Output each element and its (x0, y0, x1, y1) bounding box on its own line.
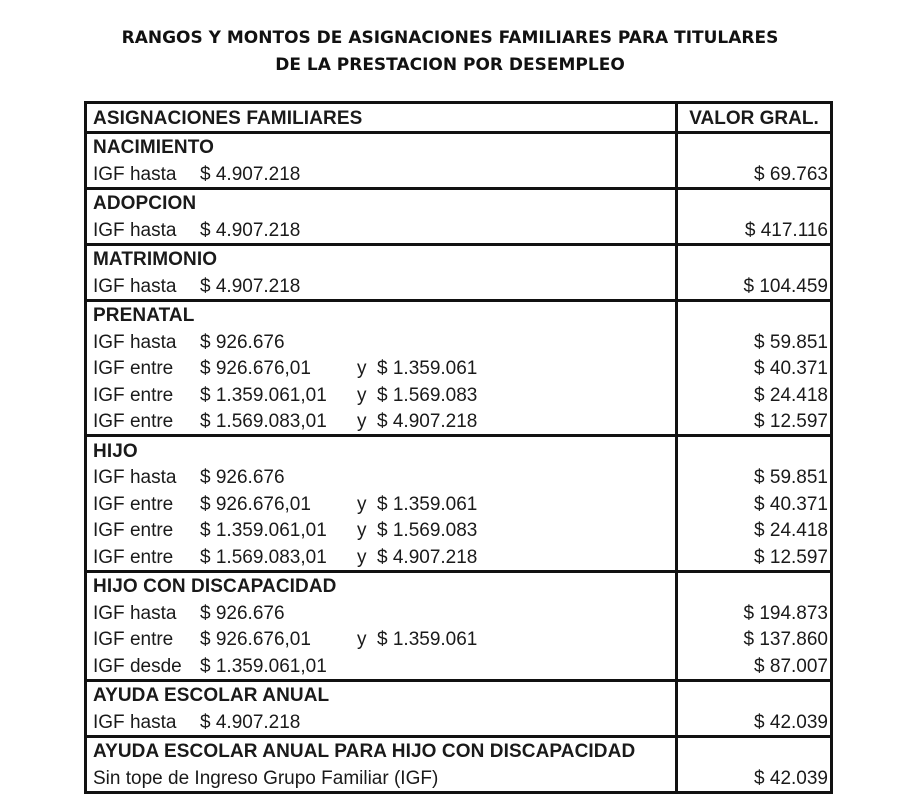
range-cell (87, 517, 678, 544)
range-amount-from: $ 4.907.218 (200, 275, 301, 297)
range-label: IGF entre (93, 358, 174, 379)
range-cell (87, 272, 678, 299)
range-amount-to: $ 1.359.061 (377, 629, 478, 650)
range-amount-from: $ 1.359.061,01 (200, 384, 327, 406)
range-cell (87, 408, 678, 435)
range-conjunction: y (357, 384, 367, 406)
section-name-cell (87, 437, 678, 464)
table-row (87, 543, 830, 570)
table-row (87, 160, 830, 187)
range-label: IGF hasta (93, 163, 177, 185)
section-value-cell (678, 573, 830, 600)
value-cell (678, 216, 830, 243)
table-row (87, 381, 830, 408)
allowance-value: $ 59.851 (754, 467, 828, 488)
section-value-cell (678, 246, 830, 273)
allowance-value: $ 59.851 (754, 331, 828, 353)
header-asignaciones: ASIGNACIONES FAMILIARES (93, 107, 363, 129)
table-row (87, 708, 830, 735)
range-amount-from: $ 1.359.061,01 (200, 655, 327, 677)
section-row (87, 679, 830, 709)
allowance-value: $ 24.418 (754, 520, 828, 541)
allowance-value: $ 194.873 (743, 602, 828, 624)
value-cell (678, 517, 830, 544)
range-cell (87, 543, 678, 570)
section-title: HIJO CON DISCAPACIDAD (93, 576, 337, 597)
page-title-line-2: DE LA PRESTACION POR DESEMPLEO (275, 55, 625, 75)
table-row (87, 764, 830, 791)
range-cell (87, 764, 678, 791)
section-value-cell (678, 134, 830, 161)
range-cell (87, 381, 678, 408)
range-label: IGF hasta (93, 467, 177, 488)
range-amount-to: $ 1.569.083 (377, 520, 478, 541)
table-header-row (87, 104, 830, 131)
allowance-value: $ 104.459 (743, 275, 828, 297)
allowances-table (84, 101, 833, 794)
section-title: MATRIMONIO (93, 249, 218, 270)
range-amount-from: $ 926.676,01 (200, 493, 311, 515)
header-valor: VALOR GRAL. (689, 107, 819, 129)
table-row (87, 626, 830, 653)
range-conjunction: y (357, 411, 367, 432)
page-title-line-1: RANGOS Y MONTOS DE ASIGNACIONES FAMILIARES PARA TITULARES (121, 28, 779, 48)
range-cell (87, 216, 678, 243)
section-name-cell (87, 573, 678, 600)
section-row (87, 131, 830, 161)
value-cell (678, 764, 830, 791)
table-row (87, 464, 830, 491)
section-value-cell (678, 682, 830, 709)
table-row (87, 216, 830, 243)
value-cell (678, 599, 830, 626)
value-cell (678, 464, 830, 491)
range-amount-from: $ 4.907.218 (200, 711, 301, 733)
value-cell (678, 652, 830, 679)
range-amount-from: $ 1.359.061,01 (200, 520, 327, 541)
section-title: NACIMIENTO (93, 137, 214, 158)
range-amount-to: $ 1.359.061 (377, 493, 478, 515)
allowance-value: $ 87.007 (754, 655, 828, 677)
section-name-cell (87, 190, 678, 217)
value-cell (678, 272, 830, 299)
range-label: IGF hasta (93, 275, 177, 297)
section-title: AYUDA ESCOLAR ANUAL (93, 685, 330, 706)
range-amount-from: $ 4.907.218 (200, 219, 301, 241)
table-row (87, 652, 830, 679)
value-cell (678, 708, 830, 735)
section-row (87, 434, 830, 464)
section-title: PRENATAL (93, 305, 195, 326)
section-row (87, 187, 830, 217)
section-name-cell (87, 246, 678, 273)
value-cell (678, 355, 830, 382)
range-label: IGF hasta (93, 331, 177, 353)
range-amount-from: $ 926.676 (200, 331, 285, 353)
range-amount-from: $ 926.676,01 (200, 629, 311, 650)
section-value-cell (678, 437, 830, 464)
range-label: IGF entre (93, 493, 174, 515)
range-cell (87, 160, 678, 187)
range-label: IGF desde (93, 655, 182, 677)
table-row (87, 408, 830, 435)
range-conjunction: y (357, 629, 367, 650)
allowance-value: $ 69.763 (754, 163, 828, 185)
allowance-value: $ 137.860 (743, 629, 828, 650)
table-row (87, 355, 830, 382)
range-amount-from: $ 1.569.083,01 (200, 411, 327, 432)
table-row (87, 272, 830, 299)
value-cell (678, 160, 830, 187)
range-cell (87, 708, 678, 735)
range-cell (87, 464, 678, 491)
range-cell (87, 652, 678, 679)
range-conjunction: y (357, 358, 367, 379)
range-amount-to: $ 4.907.218 (377, 411, 478, 432)
range-amount-to: $ 1.359.061 (377, 358, 478, 379)
range-label: IGF hasta (93, 219, 177, 241)
section-title: HIJO (93, 440, 138, 462)
section-value-cell (678, 738, 830, 765)
allowance-value: $ 12.597 (754, 546, 828, 568)
section-row (87, 735, 830, 765)
range-label: IGF hasta (93, 711, 177, 733)
section-row (87, 243, 830, 273)
range-cell (87, 626, 678, 653)
allowance-value: $ 40.371 (754, 493, 828, 515)
allowance-value: $ 12.597 (754, 411, 828, 432)
range-label: IGF hasta (93, 602, 177, 624)
range-cell (87, 599, 678, 626)
allowance-value: $ 417.116 (744, 219, 828, 241)
range-amount-from: $ 926.676 (200, 467, 285, 488)
value-cell (678, 328, 830, 355)
range-label: IGF entre (93, 520, 174, 541)
value-cell (678, 408, 830, 435)
allowance-value: $ 40.371 (754, 358, 828, 379)
range-label: Sin tope de Ingreso Grupo Familiar (IGF) (93, 767, 439, 789)
section-name-cell (87, 302, 678, 329)
range-amount-from: $ 1.569.083,01 (200, 546, 327, 568)
range-label: IGF entre (93, 629, 174, 650)
range-conjunction: y (357, 520, 367, 541)
allowance-value: $ 42.039 (754, 711, 828, 733)
section-name-cell (87, 134, 678, 161)
range-label: IGF entre (93, 546, 174, 568)
section-row (87, 570, 830, 600)
range-conjunction: y (357, 546, 367, 568)
table-row (87, 599, 830, 626)
range-amount-from: $ 926.676 (200, 602, 285, 624)
range-label: IGF entre (93, 384, 174, 406)
value-cell (678, 543, 830, 570)
section-title: AYUDA ESCOLAR ANUAL PARA HIJO CON DISCAPACIDAD (93, 741, 636, 762)
section-name-cell (87, 738, 678, 765)
table-row (87, 328, 830, 355)
range-amount-from: $ 4.907.218 (200, 163, 301, 185)
range-cell (87, 355, 678, 382)
table-row (87, 490, 830, 517)
range-amount-from: $ 926.676,01 (200, 358, 311, 379)
allowance-value: $ 42.039 (754, 767, 828, 789)
allowance-value: $ 24.418 (754, 384, 828, 406)
section-title: ADOPCION (93, 193, 197, 214)
section-value-cell (678, 302, 830, 329)
table-row (87, 517, 830, 544)
value-cell (678, 381, 830, 408)
section-name-cell (87, 682, 678, 709)
value-cell (678, 626, 830, 653)
section-value-cell (678, 190, 830, 217)
range-conjunction: y (357, 493, 367, 515)
section-row (87, 299, 830, 329)
range-amount-to: $ 4.907.218 (377, 546, 478, 568)
range-amount-to: $ 1.569.083 (377, 384, 478, 406)
range-label: IGF entre (93, 411, 174, 432)
range-cell (87, 490, 678, 517)
value-cell (678, 490, 830, 517)
range-cell (87, 328, 678, 355)
